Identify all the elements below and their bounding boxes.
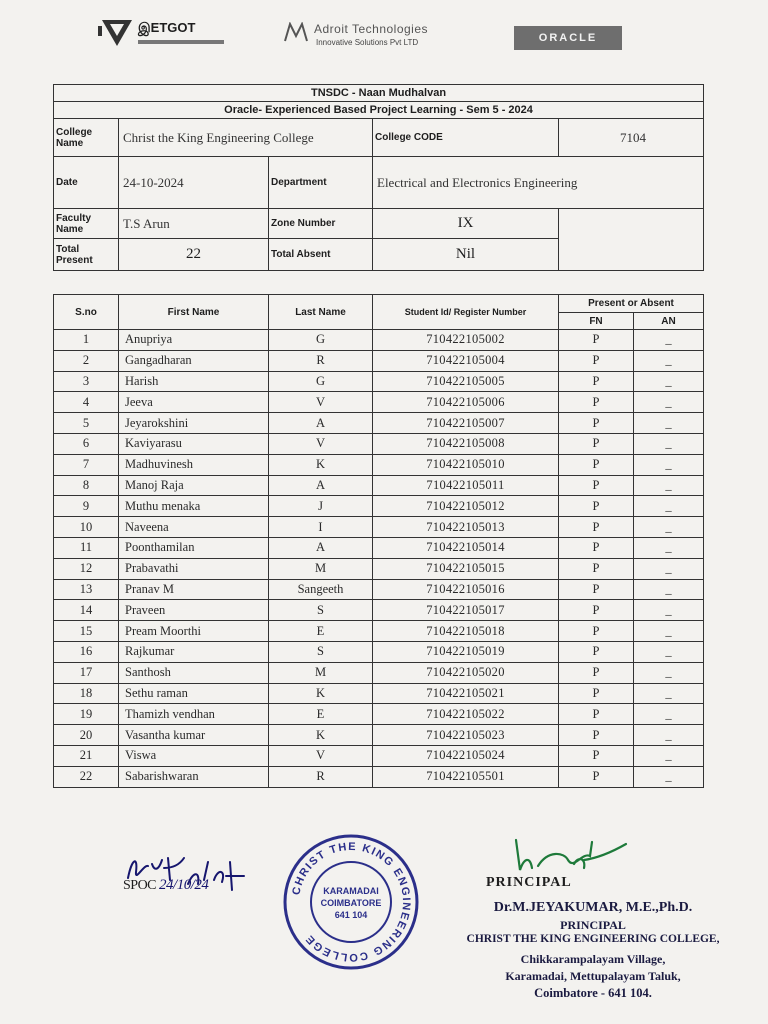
row-student-id: 710422105014: [373, 537, 559, 558]
principal-title: PRINCIPAL: [560, 918, 626, 932]
row-fn: P: [559, 558, 634, 579]
row-first-name: Poonthamilan: [119, 537, 269, 558]
row-an: _: [634, 392, 704, 413]
row-fn: P: [559, 517, 634, 538]
seal-center-3: 641 104: [334, 910, 368, 920]
row-sno: 19: [54, 704, 119, 725]
adroit-logo: [284, 22, 464, 56]
row-first-name: Anupriya: [119, 330, 269, 351]
table-row: [54, 413, 704, 434]
college-seal-stamp: [276, 832, 426, 972]
row-sno: 1: [54, 330, 119, 351]
total-absent-value: Nil: [373, 239, 559, 271]
spoc-date: 24/10/24: [159, 877, 209, 893]
program-title: TNSDC - Naan Mudhalvan: [54, 85, 704, 102]
spoc-label: SPOC 24/10/24: [123, 877, 209, 893]
row-fn: P: [559, 392, 634, 413]
row-sno: 6: [54, 433, 119, 454]
row-an: _: [634, 600, 704, 621]
row-student-id: 710422105018: [373, 621, 559, 642]
tn-logo-name: இETGOT: [138, 20, 196, 35]
table-row: [54, 496, 704, 517]
col-last-name: Last Name: [269, 295, 373, 330]
col-student-id: Student Id/ Register Number: [373, 295, 559, 330]
total-present-label: Total Present: [54, 239, 119, 271]
col-first-name: First Name: [119, 295, 269, 330]
row-last-name: M: [269, 558, 373, 579]
principal-block: [458, 830, 728, 1005]
row-an: _: [634, 350, 704, 371]
row-first-name: Madhuvinesh: [119, 454, 269, 475]
table-row: [54, 579, 704, 600]
row-first-name: Kaviyarasu: [119, 433, 269, 454]
row-sno: 18: [54, 683, 119, 704]
row-last-name: K: [269, 725, 373, 746]
table-row: [54, 475, 704, 496]
row-an: _: [634, 475, 704, 496]
row-last-name: A: [269, 537, 373, 558]
header-table: [53, 84, 704, 271]
row-first-name: Santhosh: [119, 662, 269, 683]
table-row: [54, 745, 704, 766]
row-sno: 4: [54, 392, 119, 413]
row-an: _: [634, 745, 704, 766]
row-sno: 5: [54, 413, 119, 434]
adroit-mark-icon: [284, 22, 308, 42]
row-fn: P: [559, 433, 634, 454]
table-row: [54, 454, 704, 475]
total-absent-label: Total Absent: [269, 239, 373, 271]
row-fn: P: [559, 766, 634, 787]
row-first-name: Pream Moorthi: [119, 621, 269, 642]
row-last-name: R: [269, 766, 373, 787]
row-an: _: [634, 517, 704, 538]
row-fn: P: [559, 662, 634, 683]
college-name-label: College Name: [54, 119, 119, 157]
row-student-id: 710422105016: [373, 579, 559, 600]
row-student-id: 710422105004: [373, 350, 559, 371]
row-an: _: [634, 413, 704, 434]
row-student-id: 710422105008: [373, 433, 559, 454]
row-student-id: 710422105012: [373, 496, 559, 517]
table-row: [54, 330, 704, 351]
table-row: [54, 517, 704, 538]
table-row: [54, 641, 704, 662]
row-fn: P: [559, 537, 634, 558]
row-student-id: 710422105021: [373, 683, 559, 704]
course-title: Oracle- Experienced Based Project Learning - Sem 5 - 2024: [54, 102, 704, 119]
row-student-id: 710422105007: [373, 413, 559, 434]
row-sno: 15: [54, 621, 119, 642]
table-row: [54, 725, 704, 746]
row-first-name: Manoj Raja: [119, 475, 269, 496]
college-code-label: College CODE: [373, 119, 559, 157]
row-fn: P: [559, 475, 634, 496]
row-an: _: [634, 433, 704, 454]
table-row: [54, 537, 704, 558]
principal-college: CHRIST THE KING ENGINEERING COLLEGE,: [466, 933, 720, 945]
row-an: _: [634, 558, 704, 579]
row-last-name: E: [269, 704, 373, 725]
row-fn: P: [559, 745, 634, 766]
blank-cell: [559, 209, 704, 271]
row-student-id: 710422105005: [373, 371, 559, 392]
row-last-name: R: [269, 350, 373, 371]
oracle-logo: ORACLE: [514, 26, 622, 50]
row-an: _: [634, 330, 704, 351]
row-an: _: [634, 704, 704, 725]
row-student-id: 710422105006: [373, 392, 559, 413]
row-student-id: 710422105011: [373, 475, 559, 496]
row-student-id: 710422105020: [373, 662, 559, 683]
row-fn: P: [559, 579, 634, 600]
department-value: Electrical and Electronics Engineering: [373, 157, 704, 209]
row-first-name: Thamizh vendhan: [119, 704, 269, 725]
table-row: [54, 662, 704, 683]
table-row: [54, 766, 704, 787]
row-an: _: [634, 683, 704, 704]
seal-center-1: KARAMADAI: [323, 886, 379, 896]
row-last-name: V: [269, 745, 373, 766]
row-student-id: 710422105019: [373, 641, 559, 662]
principal-name: Dr.M.JEYAKUMAR, M.E.,Ph.D.: [493, 900, 693, 915]
row-student-id: 710422105501: [373, 766, 559, 787]
principal-address-1: Chikkarampalayam Village,: [520, 952, 666, 966]
row-sno: 2: [54, 350, 119, 371]
logo-strip: [0, 10, 768, 60]
table-row: [54, 558, 704, 579]
row-fn: P: [559, 600, 634, 621]
row-an: _: [634, 641, 704, 662]
table-row: [54, 704, 704, 725]
row-student-id: 710422105013: [373, 517, 559, 538]
row-sno: 7: [54, 454, 119, 475]
principal-label: PRINCIPAL: [486, 875, 572, 890]
row-last-name: G: [269, 330, 373, 351]
row-sno: 17: [54, 662, 119, 683]
row-first-name: Muthu menaka: [119, 496, 269, 517]
row-fn: P: [559, 704, 634, 725]
row-sno: 10: [54, 517, 119, 538]
row-last-name: E: [269, 621, 373, 642]
total-present-value: 22: [119, 239, 269, 271]
row-sno: 11: [54, 537, 119, 558]
row-sno: 14: [54, 600, 119, 621]
principal-address-3: Coimbatore - 641 104.: [534, 986, 652, 1000]
row-student-id: 710422105024: [373, 745, 559, 766]
row-fn: P: [559, 683, 634, 704]
row-last-name: S: [269, 600, 373, 621]
row-student-id: 710422105010: [373, 454, 559, 475]
principal-address-2: Karamadai, Mettupalayam Taluk,: [505, 969, 681, 983]
row-first-name: Jeyarokshini: [119, 413, 269, 434]
row-first-name: Gangadharan: [119, 350, 269, 371]
row-an: _: [634, 579, 704, 600]
row-an: _: [634, 496, 704, 517]
col-fn: FN: [559, 313, 634, 330]
table-row: [54, 433, 704, 454]
row-sno: 22: [54, 766, 119, 787]
roster-body: [54, 330, 704, 788]
row-student-id: 710422105022: [373, 704, 559, 725]
college-name-value: Christ the King Engineering College: [119, 119, 373, 157]
row-last-name: K: [269, 683, 373, 704]
row-last-name: J: [269, 496, 373, 517]
row-first-name: Naveena: [119, 517, 269, 538]
row-student-id: 710422105015: [373, 558, 559, 579]
table-row: [54, 621, 704, 642]
col-an: AN: [634, 313, 704, 330]
row-last-name: A: [269, 475, 373, 496]
row-first-name: Pranav M: [119, 579, 269, 600]
seal-center-2: COIMBATORE: [320, 898, 382, 908]
date-label: Date: [54, 157, 119, 209]
row-student-id: 710422105017: [373, 600, 559, 621]
row-sno: 16: [54, 641, 119, 662]
row-student-id: 710422105023: [373, 725, 559, 746]
row-an: _: [634, 725, 704, 746]
row-sno: 9: [54, 496, 119, 517]
row-fn: P: [559, 350, 634, 371]
row-an: _: [634, 662, 704, 683]
row-first-name: Rajkumar: [119, 641, 269, 662]
row-last-name: I: [269, 517, 373, 538]
row-an: _: [634, 537, 704, 558]
row-first-name: Praveen: [119, 600, 269, 621]
row-first-name: Vasantha kumar: [119, 725, 269, 746]
date-value: 24-10-2024: [119, 157, 269, 209]
row-first-name: Sabarishwaran: [119, 766, 269, 787]
row-sno: 12: [54, 558, 119, 579]
adroit-tagline: Innovative Solutions Pvt LTD: [316, 38, 419, 47]
row-fn: P: [559, 641, 634, 662]
faculty-value: T.S Arun: [119, 209, 269, 239]
tn-logo: [98, 14, 228, 54]
roster-table: [53, 294, 704, 788]
row-sno: 8: [54, 475, 119, 496]
row-last-name: M: [269, 662, 373, 683]
row-sno: 3: [54, 371, 119, 392]
table-row: [54, 371, 704, 392]
row-an: _: [634, 371, 704, 392]
row-an: _: [634, 766, 704, 787]
row-fn: P: [559, 725, 634, 746]
row-first-name: Viswa: [119, 745, 269, 766]
tn-logo-subline: [138, 40, 224, 44]
department-label: Department: [269, 157, 373, 209]
table-row: [54, 600, 704, 621]
row-last-name: V: [269, 433, 373, 454]
row-fn: P: [559, 496, 634, 517]
row-student-id: 710422105002: [373, 330, 559, 351]
col-sno: S.no: [54, 295, 119, 330]
row-an: _: [634, 454, 704, 475]
row-sno: 21: [54, 745, 119, 766]
faculty-label: Faculty Name: [54, 209, 119, 239]
row-last-name: K: [269, 454, 373, 475]
table-row: [54, 350, 704, 371]
table-row: [54, 392, 704, 413]
row-first-name: Jeeva: [119, 392, 269, 413]
row-first-name: Sethu raman: [119, 683, 269, 704]
row-first-name: Harish: [119, 371, 269, 392]
row-fn: P: [559, 621, 634, 642]
seal-ring-text: CHRIST THE KING ENGINEERING COLLEGE: [290, 840, 413, 964]
zone-label: Zone Number: [269, 209, 373, 239]
college-code-value: 7104: [559, 119, 704, 157]
table-row: [54, 683, 704, 704]
row-last-name: Sangeeth: [269, 579, 373, 600]
col-presence: Present or Absent: [559, 295, 704, 313]
row-sno: 13: [54, 579, 119, 600]
row-fn: P: [559, 454, 634, 475]
tn-emblem-icon: [98, 16, 136, 50]
row-fn: P: [559, 330, 634, 351]
row-fn: P: [559, 371, 634, 392]
adroit-name: Adroit Technologies: [314, 22, 429, 36]
row-last-name: G: [269, 371, 373, 392]
row-last-name: A: [269, 413, 373, 434]
zone-value: IX: [373, 209, 559, 239]
row-first-name: Prabavathi: [119, 558, 269, 579]
row-an: _: [634, 621, 704, 642]
row-sno: 20: [54, 725, 119, 746]
row-fn: P: [559, 413, 634, 434]
row-last-name: V: [269, 392, 373, 413]
row-last-name: S: [269, 641, 373, 662]
